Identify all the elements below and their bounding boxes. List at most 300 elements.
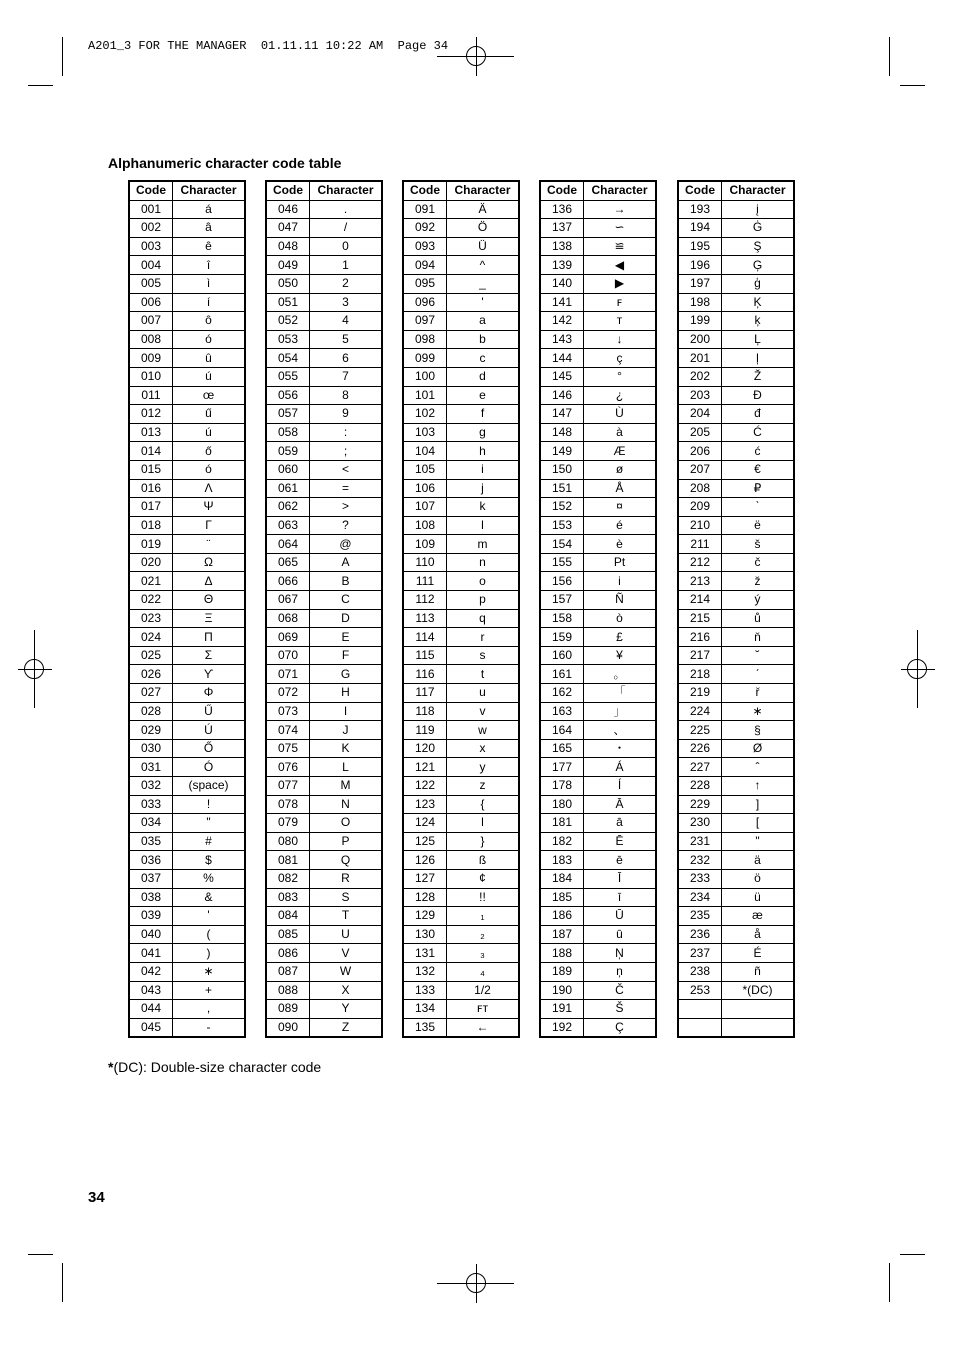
table-row: [679, 498, 793, 517]
table-row: [267, 274, 381, 293]
table-row: [404, 925, 518, 944]
character-cell: ∗: [722, 702, 794, 721]
character-cell: [722, 1000, 794, 1019]
code-cell: 105: [404, 460, 447, 479]
table-row: [267, 237, 381, 256]
table-row: [679, 293, 793, 312]
code-cell: 117: [404, 684, 447, 703]
character-cell: Á: [584, 758, 656, 777]
crop-mark: [28, 1254, 53, 1255]
character-cell: Ç: [584, 1018, 656, 1036]
code-cell: 151: [541, 479, 584, 498]
code-cell: 035: [130, 832, 173, 851]
code-cell: 084: [267, 907, 310, 926]
character-cell: ₄: [447, 962, 519, 981]
code-table-column: [539, 180, 657, 1038]
table-row: [541, 367, 655, 386]
registration-mark: [18, 669, 52, 670]
character-cell: ó: [173, 330, 245, 349]
code-cell: 208: [679, 479, 722, 498]
code-cell: 019: [130, 535, 173, 554]
table-row: [267, 702, 381, 721]
table-row: [679, 628, 793, 647]
table-row: [130, 944, 244, 963]
character-cell: ñ: [722, 962, 794, 981]
character-cell: ç: [584, 349, 656, 368]
table-row: [679, 386, 793, 405]
character-cell: ₁: [447, 907, 519, 926]
table-row: [130, 498, 244, 517]
code-cell: 135: [404, 1018, 447, 1036]
table-row: [267, 832, 381, 851]
character-cell: &: [173, 888, 245, 907]
character-cell: ': [173, 907, 245, 926]
table-row: [267, 330, 381, 349]
table-row: [679, 1018, 793, 1036]
code-cell: 088: [267, 981, 310, 1000]
table-row: [404, 944, 518, 963]
code-cell: 112: [404, 591, 447, 610]
crop-mark: [62, 1263, 63, 1302]
character-cell: ˘: [722, 646, 794, 665]
code-cell: 164: [541, 721, 584, 740]
code-cell: 114: [404, 628, 447, 647]
table-row: [404, 460, 518, 479]
code-cell: 113: [404, 609, 447, 628]
character-cell: i: [584, 572, 656, 591]
table-row: [267, 609, 381, 628]
character-cell: }: [447, 832, 519, 851]
table-row: [679, 237, 793, 256]
code-cell: 136: [541, 200, 584, 219]
table-row: [267, 516, 381, 535]
code-cell: 078: [267, 795, 310, 814]
table-row: [130, 200, 244, 219]
character-cell: č: [722, 553, 794, 572]
code-cell: 193: [679, 200, 722, 219]
table-row: [679, 684, 793, 703]
character-cell: ņ: [584, 962, 656, 981]
code-cell: 212: [679, 553, 722, 572]
code-cell: 082: [267, 869, 310, 888]
table-row: [679, 702, 793, 721]
code-cell: 012: [130, 405, 173, 424]
table-row: [541, 535, 655, 554]
code-cell: 060: [267, 460, 310, 479]
table-row: [679, 442, 793, 461]
code-cell: 191: [541, 1000, 584, 1019]
character-cell: L: [310, 758, 382, 777]
table-row: [130, 460, 244, 479]
character-cell: Ļ: [722, 330, 794, 349]
table-row: [267, 777, 381, 796]
code-cell: 055: [267, 367, 310, 386]
character-cell: Ω: [173, 553, 245, 572]
table-row: [541, 628, 655, 647]
character-cell: B: [310, 572, 382, 591]
code-cell: 145: [541, 367, 584, 386]
code-cell: 064: [267, 535, 310, 554]
table-row: [541, 442, 655, 461]
table-row: [130, 553, 244, 572]
table-row: [541, 665, 655, 684]
character-cell: û: [173, 349, 245, 368]
code-cell: 089: [267, 1000, 310, 1019]
code-cell: 029: [130, 721, 173, 740]
table-row: [267, 739, 381, 758]
table-row: [404, 869, 518, 888]
code-cell: 195: [679, 237, 722, 256]
character-cell: {: [447, 795, 519, 814]
character-cell: ₽: [722, 479, 794, 498]
table-row: [404, 312, 518, 331]
character-cell: ý: [722, 591, 794, 610]
table-row: [404, 888, 518, 907]
character-cell: T: [310, 907, 382, 926]
table-row: [541, 907, 655, 926]
code-cell: 236: [679, 925, 722, 944]
character-cell: ¿: [584, 386, 656, 405]
table-row: [267, 888, 381, 907]
code-cell: 201: [679, 349, 722, 368]
table-row: [679, 907, 793, 926]
code-cell: 210: [679, 516, 722, 535]
table-header-row: [404, 182, 518, 200]
code-cell: 047: [267, 219, 310, 238]
table-row: [130, 572, 244, 591]
table-row: [267, 1018, 381, 1036]
character-cell: Ū: [584, 907, 656, 926]
table-row: [541, 293, 655, 312]
code-cell: 182: [541, 832, 584, 851]
code-cell: [679, 1018, 722, 1036]
code-cell: 049: [267, 256, 310, 275]
table-row: [679, 349, 793, 368]
table-row: [267, 981, 381, 1000]
code-cell: 149: [541, 442, 584, 461]
character-cell: M: [310, 777, 382, 796]
table-row: [541, 981, 655, 1000]
table-row: [130, 758, 244, 777]
code-cell: 133: [404, 981, 447, 1000]
character-cell: ': [447, 293, 519, 312]
code-cell: 199: [679, 312, 722, 331]
code-cell: 002: [130, 219, 173, 238]
character-cell: §: [722, 721, 794, 740]
table-row: [679, 1000, 793, 1019]
character-cell: Q: [310, 851, 382, 870]
character-cell: É: [722, 944, 794, 963]
table-row: [541, 330, 655, 349]
table-row: [267, 219, 381, 238]
character-cell: į: [722, 200, 794, 219]
character-cell: #: [173, 832, 245, 851]
character-cell: @: [310, 535, 382, 554]
table-row: [404, 423, 518, 442]
character-cell: Φ: [173, 684, 245, 703]
character-cell: ∽: [584, 219, 656, 238]
character-cell: I: [310, 702, 382, 721]
table-row: [267, 1000, 381, 1019]
code-cell: 009: [130, 349, 173, 368]
code-cell: 001: [130, 200, 173, 219]
table-row: [679, 962, 793, 981]
code-cell: 010: [130, 367, 173, 386]
table-row: [130, 535, 244, 554]
code-cell: 132: [404, 962, 447, 981]
character-cell: ó: [173, 460, 245, 479]
code-cell: 015: [130, 460, 173, 479]
code-cell: 046: [267, 200, 310, 219]
table-row: [404, 851, 518, 870]
character-cell: z: [447, 777, 519, 796]
table-row: [130, 274, 244, 293]
character-cell: Ö: [447, 219, 519, 238]
table-row: [541, 256, 655, 275]
character-cell: !!: [447, 888, 519, 907]
character-cell: Ñ: [584, 591, 656, 610]
character-cell: Π: [173, 628, 245, 647]
code-cell: 200: [679, 330, 722, 349]
code-cell: 205: [679, 423, 722, 442]
table-row: [267, 312, 381, 331]
table-row: [267, 349, 381, 368]
character-cell: ₃: [447, 944, 519, 963]
table-row: [267, 721, 381, 740]
character-cell: x: [447, 739, 519, 758]
character-cell: Ş: [722, 237, 794, 256]
character-cell: X: [310, 981, 382, 1000]
table-row: [267, 498, 381, 517]
table-header-row: [267, 182, 381, 200]
code-cell: 206: [679, 442, 722, 461]
code-cell: 034: [130, 814, 173, 833]
code-cell: 005: [130, 274, 173, 293]
table-row: [541, 609, 655, 628]
character-cell: ˋ: [722, 498, 794, 517]
code-cell: 177: [541, 758, 584, 777]
character-cell: í: [173, 293, 245, 312]
code-cell: 043: [130, 981, 173, 1000]
table-row: [130, 739, 244, 758]
code-cell: 057: [267, 405, 310, 424]
character-cell: [722, 1018, 794, 1036]
character-cell: W: [310, 962, 382, 981]
character-cell: i: [447, 460, 519, 479]
table-row: [541, 553, 655, 572]
table-row: [404, 442, 518, 461]
table-row: [404, 609, 518, 628]
table-row: [541, 498, 655, 517]
character-cell: ;: [310, 442, 382, 461]
code-cell: 185: [541, 888, 584, 907]
table-row: [130, 665, 244, 684]
code-cell: 075: [267, 739, 310, 758]
code-cell: 137: [541, 219, 584, 238]
table-row: [679, 646, 793, 665]
table-row: [267, 460, 381, 479]
table-row: [679, 591, 793, 610]
code-cell: 192: [541, 1018, 584, 1036]
code-cell: 238: [679, 962, 722, 981]
table-row: [404, 1000, 518, 1019]
code-cell: 188: [541, 944, 584, 963]
character-cell: 2: [310, 274, 382, 293]
code-cell: 006: [130, 293, 173, 312]
code-cell: 040: [130, 925, 173, 944]
table-row: [130, 925, 244, 944]
code-cell: 037: [130, 869, 173, 888]
code-cell: 190: [541, 981, 584, 1000]
table-row: [130, 367, 244, 386]
character-cell: ô: [173, 312, 245, 331]
table-row: [130, 851, 244, 870]
code-cell: 025: [130, 646, 173, 665]
character-cell: €: [722, 460, 794, 479]
table-row: [130, 293, 244, 312]
code-cell: 032: [130, 777, 173, 796]
character-cell: ú: [173, 367, 245, 386]
character-cell: ê: [173, 237, 245, 256]
table-row: [541, 832, 655, 851]
code-cell: 027: [130, 684, 173, 703]
table-row: [404, 739, 518, 758]
character-cell: ò: [584, 609, 656, 628]
character-cell: $: [173, 851, 245, 870]
character-cell: =: [310, 479, 382, 498]
character-header: Character: [454, 183, 511, 198]
code-cell: 014: [130, 442, 173, 461]
character-cell: Š: [584, 1000, 656, 1019]
character-cell: O: [310, 814, 382, 833]
table-row: [267, 925, 381, 944]
character-cell: b: [447, 330, 519, 349]
character-cell: ć: [722, 442, 794, 461]
code-cell: 071: [267, 665, 310, 684]
code-cell: 110: [404, 553, 447, 572]
table-row: [130, 832, 244, 851]
table-row: [267, 962, 381, 981]
character-cell: c: [447, 349, 519, 368]
code-cell: 094: [404, 256, 447, 275]
code-cell: 181: [541, 814, 584, 833]
character-cell: *(DC): [722, 981, 794, 1000]
character-cell: K: [310, 739, 382, 758]
table-row: [404, 591, 518, 610]
character-cell: %: [173, 869, 245, 888]
character-cell: ü: [722, 888, 794, 907]
crop-mark: [62, 37, 63, 76]
table-row: [541, 925, 655, 944]
print-header: A201_3 FOR THE MANAGER 01.11.11 10:22 AM Page 34: [88, 39, 449, 53]
table-row: [130, 312, 244, 331]
table-row: [130, 702, 244, 721]
table-row: [679, 832, 793, 851]
code-cell: 053: [267, 330, 310, 349]
code-cell: 180: [541, 795, 584, 814]
character-cell: G: [310, 665, 382, 684]
code-cell: 146: [541, 386, 584, 405]
character-cell: R: [310, 869, 382, 888]
character-header: Character: [180, 183, 237, 198]
character-cell: Č: [584, 981, 656, 1000]
table-row: [267, 405, 381, 424]
character-cell: Ć: [722, 423, 794, 442]
table-row: [679, 405, 793, 424]
table-row: [541, 386, 655, 405]
character-cell: n: [447, 553, 519, 572]
table-row: [679, 609, 793, 628]
character-cell: Ξ: [173, 609, 245, 628]
code-cell: 003: [130, 237, 173, 256]
character-cell: ř: [722, 684, 794, 703]
table-row: [130, 869, 244, 888]
code-cell: 196: [679, 256, 722, 275]
character-cell: ā: [584, 814, 656, 833]
table-row: [404, 219, 518, 238]
character-cell: ¨: [173, 535, 245, 554]
code-cell: 111: [404, 572, 447, 591]
code-cell: 083: [267, 888, 310, 907]
code-cell: 198: [679, 293, 722, 312]
code-cell: 106: [404, 479, 447, 498]
table-row: [267, 795, 381, 814]
code-cell: 186: [541, 907, 584, 926]
code-cell: 041: [130, 944, 173, 963]
code-cell: 194: [679, 219, 722, 238]
table-row: [130, 628, 244, 647]
code-cell: 215: [679, 609, 722, 628]
code-cell: 008: [130, 330, 173, 349]
table-row: [541, 944, 655, 963]
character-cell: ･: [584, 739, 656, 758]
character-cell: ∗: [173, 962, 245, 981]
character-cell: Ķ: [722, 293, 794, 312]
code-cell: 030: [130, 739, 173, 758]
table-row: [541, 777, 655, 796]
character-cell: k: [447, 498, 519, 517]
table-row: [541, 591, 655, 610]
character-cell: ϒ: [173, 665, 245, 684]
character-cell: d: [447, 367, 519, 386]
character-cell: ": [173, 814, 245, 833]
table-row: [679, 312, 793, 331]
character-cell: ů: [722, 609, 794, 628]
code-cell: [679, 1000, 722, 1019]
table-row: [541, 646, 655, 665]
code-cell: 152: [541, 498, 584, 517]
table-row: [404, 646, 518, 665]
character-cell: Z: [310, 1018, 382, 1036]
code-cell: 017: [130, 498, 173, 517]
character-cell: S: [310, 888, 382, 907]
table-row: [404, 777, 518, 796]
table-row: [404, 981, 518, 1000]
table-row: [404, 702, 518, 721]
code-cell: 163: [541, 702, 584, 721]
character-cell: é: [584, 516, 656, 535]
table-row: [267, 851, 381, 870]
table-row: [130, 1000, 244, 1019]
table-row: [404, 758, 518, 777]
code-cell: 214: [679, 591, 722, 610]
code-cell: 126: [404, 851, 447, 870]
character-cell: ū: [584, 925, 656, 944]
code-header: Code: [130, 182, 173, 200]
code-cell: 054: [267, 349, 310, 368]
code-header: Code: [679, 182, 722, 200]
table-row: [130, 405, 244, 424]
